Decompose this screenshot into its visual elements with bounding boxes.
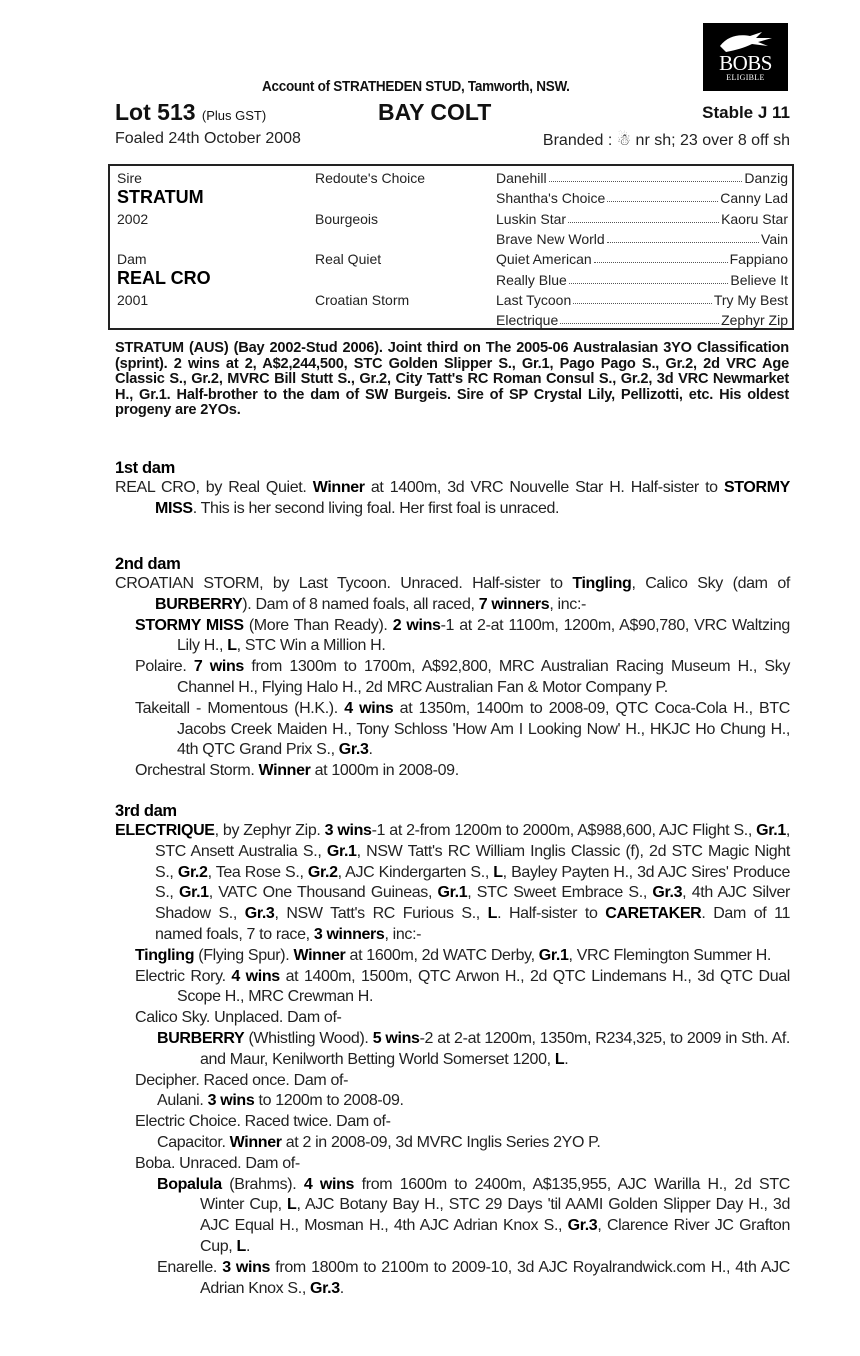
gen3-sire: Believe It: [730, 271, 788, 288]
horse-description: BAY COLT: [378, 99, 492, 125]
leader-dots: [568, 211, 719, 223]
text: ). Dam of 8 named foals, all raced,: [242, 595, 479, 613]
dam-year: 2001: [117, 292, 149, 308]
text: .: [564, 1050, 569, 1068]
text: Polaire.: [135, 658, 194, 676]
pedigree-gen3-row: [496, 231, 788, 247]
text: , Clarence River JC Grafton Cup,: [200, 1217, 790, 1255]
leader-dots: [594, 251, 728, 263]
text: at 1600m, 2d WATC Derby,: [345, 946, 539, 964]
leader-dots: [560, 312, 719, 324]
text: , NSW Tatt's RC William Inglis Classic (f), 2d STC Magic Night S.,: [155, 842, 790, 881]
foaled-date: Foaled 24th October 2008: [115, 130, 301, 147]
text: -2 at 2-at 1200m, 1350m, R234,325, to 2009 in Sth. Af. and Maur, Kenilworth Betting World Somerset 1200,: [200, 1029, 791, 1068]
bold-text: BURBERRY: [155, 595, 243, 613]
bold-text: 3 wins: [222, 1258, 271, 1276]
bold-text: Tingling: [135, 946, 195, 964]
lot-row: [115, 99, 790, 125]
gen3-horse: Last Tycoon: [496, 291, 572, 308]
brand-marks: Branded : ☃ nr sh; 23 over 8 off sh: [542, 132, 790, 149]
pedigree-gen3-row: [496, 272, 788, 288]
pedigree-entry: [115, 1258, 790, 1300]
leader-dots: [573, 292, 712, 304]
text: at 2 in 2008-09, 3d MVRC Inglis Series 2YO P.: [281, 1133, 601, 1151]
pedigree-entry: [115, 967, 790, 1009]
bold-text: L: [236, 1237, 246, 1255]
pedigree-entry: [115, 1154, 790, 1175]
text: , AJC Botany Bay H., STC 29 Days 'til AAMI Golden Slipper Day H., 3d AJC Equal H., Mosman H., 4th AJC Adrian Knox S.,: [200, 1196, 790, 1235]
logo-bobs: BOBS: [719, 51, 772, 75]
text: Aulani.: [157, 1092, 208, 1110]
sire-label: Sire: [117, 170, 142, 186]
text: at 1350m, 1400m to 2008-09, QTC Coca-Cola H., BTC Jacobs Creek Maiden H., Tony Schloss 'How Am I Looking Now' H., HKJC Ho Chung H., 4th QTC Grand Prix S.,: [177, 699, 790, 759]
gst-note: (Plus GST): [201, 108, 267, 123]
text: Capacitor.: [157, 1133, 230, 1151]
bold-text: 4 wins: [303, 1175, 355, 1193]
bold-text: Winner: [312, 479, 365, 496]
gen3-sire: Kaoru Star: [721, 210, 788, 227]
text: CROATIAN STORM, by Last Tycoon. Unraced. Half-sister to: [115, 575, 573, 592]
bold-text: Winner: [258, 762, 311, 780]
bold-text: 4 wins: [344, 699, 394, 717]
text: , inc:-: [549, 595, 587, 613]
pedigree-gen3-row: [496, 251, 788, 267]
pedigree-entry: [115, 699, 790, 761]
bold-text: Gr.1: [538, 946, 569, 964]
text: Electric Rory.: [135, 967, 232, 985]
dam-label: Dam: [117, 251, 147, 267]
bold-text: Gr.3: [244, 905, 275, 923]
bold-text: L: [493, 863, 503, 881]
pedigree-gen3-row: [496, 170, 788, 186]
stable-number: Stable J 11: [702, 103, 790, 122]
bold-text: ELECTRIQUE: [115, 822, 215, 839]
text: Calico Sky. Unplaced. Dam of-: [135, 1009, 342, 1027]
pedigree-entry: [115, 478, 790, 520]
bold-text: Winner: [293, 946, 346, 964]
gen3-horse: Danehill: [496, 170, 547, 186]
text: , AJC Kindergarten S.,: [337, 863, 494, 881]
text: (More Than Ready).: [243, 616, 393, 634]
gen3-horse: Electrique: [496, 312, 559, 329]
pedigree-table: [108, 164, 794, 330]
pedigree-entry: [115, 1175, 790, 1258]
bold-text: Gr.3: [310, 1279, 340, 1297]
bold-text: 3 wins: [207, 1092, 255, 1110]
bold-text: Bopalula: [157, 1175, 222, 1193]
pedigree-entry: [115, 657, 790, 699]
pedigree-entry: [115, 1008, 790, 1029]
gen3-horse: Luskin Star: [496, 210, 567, 227]
gen3-sire: Fappiano: [729, 251, 788, 268]
bold-text: L: [287, 1196, 297, 1214]
bold-text: 2 wins: [392, 616, 441, 634]
dam-dam: Croatian Storm: [315, 292, 410, 308]
bold-text: STORMY MISS: [155, 479, 790, 517]
sire-year: 2002: [117, 211, 149, 227]
pedigree-gen3-row: [496, 190, 788, 206]
gen3-sire: Zephyr Zip: [721, 312, 788, 329]
pedigree-entry: [115, 821, 790, 946]
text: , VRC Flemington Summer H.: [568, 946, 772, 964]
text: , STC Win a Million H.: [236, 637, 386, 655]
bold-text: 7 wins: [193, 658, 244, 676]
bold-text: 5 wins: [372, 1029, 420, 1047]
text: Takeitall - Momentous (H.K.).: [135, 699, 345, 717]
text: -1 at 2-from 1200m to 2000m, A$988,600, AJC Flight S.,: [371, 822, 757, 839]
lot-number: [115, 99, 266, 126]
text: , NSW Tatt's RC Furious S.,: [274, 905, 488, 923]
leader-dots: [549, 170, 743, 182]
sire-sire: Redoute's Choice: [315, 170, 426, 186]
text: , by Zephyr Zip.: [214, 822, 325, 839]
dam-name: REAL CRO: [117, 268, 211, 288]
text: REAL CRO, by Real Quiet.: [115, 479, 313, 496]
pedigree-gen3-row: [496, 312, 788, 328]
bobs-eligible-logo: [703, 23, 788, 91]
bold-text: 4 wins: [231, 967, 280, 985]
first-dam-section: [115, 459, 790, 520]
bold-text: Gr.1: [437, 884, 468, 902]
bold-text: Gr.1: [178, 884, 209, 902]
bold-text: L: [554, 1050, 565, 1068]
bold-text: Gr.3: [652, 884, 683, 902]
text: . This is her second living foal. Her first foal is unraced.: [192, 499, 560, 517]
pedigree-entry: [115, 574, 790, 616]
leader-dots: [569, 272, 729, 284]
pedigree-entry: [115, 1112, 790, 1133]
gen3-horse: Quiet American: [496, 251, 592, 268]
bold-text: Gr.3: [338, 741, 369, 759]
text: , Bayley Payten H., 3d AJC Sires' Produce S.,: [155, 863, 790, 902]
bold-text: Gr.1: [326, 842, 357, 860]
second-dam-section: [115, 555, 790, 782]
gen3-sire: Danzig: [744, 170, 788, 186]
pedigree-entry: [115, 1091, 790, 1112]
bold-text: 3 wins: [324, 822, 372, 839]
pedigree-gen3-row: [496, 292, 788, 308]
gen3-sire: Vain: [761, 230, 788, 247]
text: from 1800m to 2100m to 2009-10, 3d AJC Royalrandwick.com H., 4th AJC Adrian Knox S.,: [200, 1258, 790, 1297]
text: (Flying Spur).: [194, 946, 294, 964]
text: , 4th AJC Silver Shadow S.,: [155, 884, 791, 923]
pedigree-entry: [115, 1029, 790, 1071]
text: from 1300m to 1700m, A$92,800, MRC Australian Racing Museum H., Sky Channel H., Flying Halo H., 2d MRC Australian Fan & Motor Company P.: [177, 658, 790, 696]
bold-text: BURBERRY: [157, 1029, 245, 1047]
sire-dam: Bourgeois: [315, 211, 379, 227]
bold-text: CARETAKER: [605, 905, 702, 923]
dam-sire: Real Quiet: [315, 251, 382, 267]
text: .: [245, 1237, 251, 1255]
leader-dots: [607, 190, 718, 202]
pedigree-entry: [115, 761, 790, 782]
text: Boba. Unraced. Dam of-: [135, 1154, 300, 1172]
text: , VATC One Thousand Guineas,: [208, 884, 438, 902]
text: (Brahms).: [221, 1175, 304, 1193]
text: at 1400m, 1500m, QTC Arwon H., 2d QTC Lindemans H., 3d QTC Dual Scope H., MRC Crewman H.: [177, 967, 791, 1006]
text: -1 at 2-at 1100m, 1200m, A$90,780, VRC Waltzing Lily H.,: [177, 616, 790, 655]
pedigree-entry: [115, 1071, 790, 1092]
pedigree-entry: [115, 616, 790, 658]
gen3-horse: Really Blue: [496, 271, 567, 288]
text: at 1400m, 3d VRC Nouvelle Star H. Half-sister to: [364, 479, 724, 496]
text: (Whistling Wood).: [244, 1029, 373, 1047]
text: Orchestral Storm.: [135, 762, 259, 780]
bold-text: Gr.1: [756, 822, 786, 839]
text: to 1200m to 2008-09.: [254, 1092, 404, 1110]
text: .: [339, 1279, 344, 1297]
text: . Half-sister to: [497, 905, 606, 923]
text: , inc:-: [384, 925, 422, 943]
vendor-account: Account of STRATHEDEN STUD, Tamworth, NSW.: [262, 78, 570, 95]
bold-text: 7 winners: [478, 595, 550, 613]
bold-text: L: [227, 637, 237, 655]
gen3-horse: Shantha's Choice: [496, 190, 606, 207]
section-heading: 2nd dam: [115, 555, 181, 573]
third-dam-section: [115, 802, 790, 1299]
bold-text: STORMY MISS: [135, 616, 244, 634]
gen3-sire: Canny Lad: [720, 190, 788, 207]
pedigree-entry: [115, 1133, 790, 1154]
bold-text: Gr.2: [307, 863, 338, 881]
sire-summary: STRATUM (AUS) (Bay 2002-Stud 2006). Joint third on The 2005-06 Australasian 3YO Classification (sprint). 2 wins at 2, A$2,244,500, STC Golden Slipper S., Gr.1, Pago Pago S., Gr.2, 2d VRC Age Classic S., Gr.2, MVRC Bill Stutt S., Gr.2, City Tatt's RC Roman Consul S., Gr.2, 3d VRC Newmarket H., Gr.1. Half-brother to the dam of SW Burgeis. Sire of SP Crystal Lily, Pellizotti, etc. His oldest progeny are 2YOs.: [115, 340, 789, 419]
pedigree-entry: [115, 946, 790, 967]
sire-name: STRATUM: [117, 187, 204, 207]
bold-text: L: [487, 905, 498, 923]
text: .: [368, 741, 373, 759]
text: Decipher. Raced once. Dam of-: [135, 1071, 349, 1089]
logo-eligible: ELIGIBLE: [726, 73, 765, 82]
text: , STC Sweet Embrace S.,: [467, 884, 653, 902]
lot-label: Lot 513: [115, 99, 196, 125]
text: from 1600m to 2400m, A$135,955, AJC Warilla H., 2d STC Winter Cup,: [200, 1175, 790, 1214]
text: , Calico Sky (dam of: [631, 575, 790, 592]
bold-text: 3 winners: [313, 925, 385, 943]
bold-text: Tingling: [572, 575, 632, 592]
gen3-sire: Try My Best: [713, 291, 788, 308]
text: , Tea Rose S.,: [207, 863, 308, 881]
leader-dots: [607, 231, 759, 243]
section-heading: 3rd dam: [115, 802, 177, 820]
pedigree-gen3-row: [496, 211, 788, 227]
text: Enarelle.: [157, 1258, 223, 1276]
bold-text: Gr.2: [177, 863, 208, 881]
bold-text: Winner: [229, 1133, 282, 1151]
text: Electric Choice. Raced twice. Dam of-: [135, 1113, 391, 1131]
text: , STC Ansett Australia S.,: [155, 822, 790, 860]
bold-text: Gr.3: [567, 1217, 598, 1235]
section-heading: 1st dam: [115, 459, 175, 477]
text: at 1000m in 2008-09.: [310, 762, 459, 780]
text: . Dam of 11 named foals, 7 to race,: [155, 905, 790, 943]
gen3-horse: Brave New World: [496, 230, 605, 247]
